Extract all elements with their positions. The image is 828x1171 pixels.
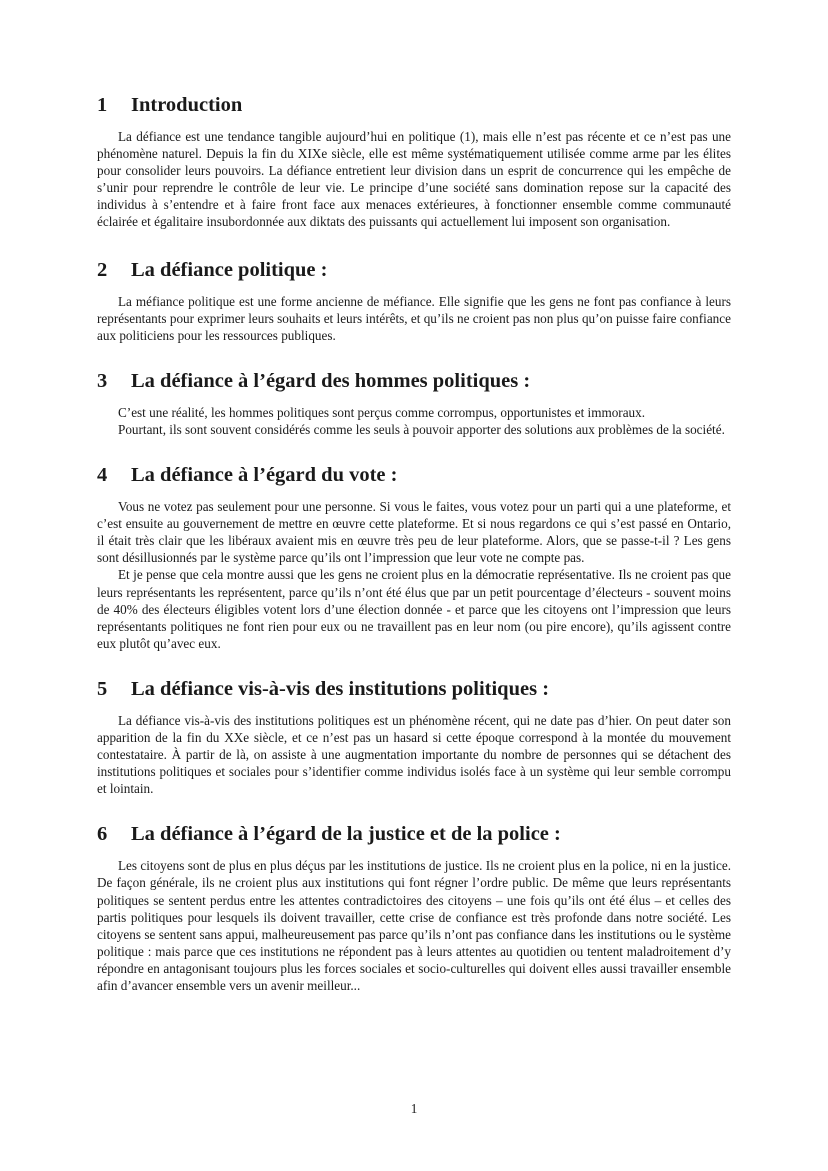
paragraph: C’est une réalité, les hommes politiques sont perçus comme corrompus, opportunistes et immoraux. xyxy=(118,404,646,420)
section-number: 3 xyxy=(97,369,108,392)
section-politicians-distrust xyxy=(97,368,731,438)
paragraph: Les citoyens sont de plus en plus déçus par les institutions de justice. Ils ne croient plus en la police, ni en la justice. De façon générale, ils ne croient plus aux institutions qui font régner l’ordre public. De même que leurs représentants politiques se sentent perdus entre les attentes contradictoires des citoyens – une fois qu’ils ont été élus – et celles des partis politiques pour lesquels ils doivent travailler, cette crise de confiance est très profonde dans notre société. Les citoyens se sentent sans appui, malheureusement pas parce qu’ils n’ont pas confiance dans les institutions ou le système politique : mais parce que ces institutions ne répondent pas à leurs attentes au quotidien ou tentent maladroitement d’y répondre en antagonisant toujours plus les forces sociales et socio-culturelles qui doivent elles aussi travailler ensemble afin d’avancer ensemble vers un avenir meilleur... xyxy=(97,858,731,993)
paragraph: Pourtant, ils sont souvent considérés comme les seuls à pouvoir apporter des solutions aux problèmes de la société. xyxy=(118,421,725,437)
section-number: 1 xyxy=(97,94,108,116)
section-introduction xyxy=(97,92,731,231)
section-number: 2 xyxy=(97,258,108,281)
section-title: La défiance politique : xyxy=(131,258,328,281)
section-title: La défiance à l’égard des hommes politiques : xyxy=(131,369,531,392)
section-heading xyxy=(97,821,731,847)
paragraph: Et je pense que cela montre aussi que les gens ne croient plus en la démocratie représentative. Ils ne croient pas que leurs représentants les représentent, parce qu’ils n’ont été élus que par un petit pourcentage d’électeurs - souvent moins de 40% des électeurs éligibles votent lors d’une élection donnée - et parce que les citoyens ont l’impression que leurs représentants politiques ne font rien pour eux ou ne travaillent pas en leur nom (ou pire encore), qu’ils agissent contre eux plutôt qu’avec eux. xyxy=(97,567,731,651)
section-political-distrust xyxy=(97,257,731,344)
section-heading xyxy=(97,368,731,394)
section-heading xyxy=(97,92,731,118)
paragraph: La défiance est une tendance tangible aujourd’hui en politique (1), mais elle n’est pas récente et ce n’est pas une phénomène naturel. Depuis la fin du XIXe siècle, elle est même systématiquement utilisée comme arme par les élites pour consolider leurs pouvoirs. La défiance entretient leur division dans un esprit de concurrence qui les empêche de s’unir pour reprendre le contrôle de leur vie. Le principe d’une société sans domination repose sur la capacité des individus à s’entendre et à faire front face aux menaces extérieures, à fonctionner ensemble comme communauté éclairée et égalitaire insubordonnée aux diktats des puissants qui actuellement lui imposent son organisation. xyxy=(97,129,731,230)
paragraph: La méfiance politique est une forme ancienne de méfiance. Elle signifie que les gens ne font pas confiance à leurs représentants pour exprimer leurs souhaits et leurs intérêts, et qu’ils ne croient pas non plus qu’on puisse faire confiance aux politiciens pour les ressources publiques. xyxy=(97,293,731,343)
page-number: 1 xyxy=(410,1101,418,1116)
section-heading xyxy=(97,462,731,488)
section-institutions-distrust xyxy=(97,676,731,797)
section-number: 5 xyxy=(97,677,108,700)
section-number: 6 xyxy=(97,823,108,846)
section-number: 4 xyxy=(97,464,108,487)
section-title: La défiance à l’égard du vote : xyxy=(131,464,398,487)
section-title: La défiance à l’égard de la justice et de la police : xyxy=(131,823,561,846)
paragraph: Vous ne votez pas seulement pour une personne. Si vous le faites, vous votez pour un parti qui a une plateforme, et c’est ensuite au gouvernement de mettre en œuvre cette plateforme. Et si nous regardons ce qui s’est passé en Ontario, il était très clair que les libéraux avaient mis en œuvre très peu de leur plateforme. Alors, que se passe-t-il ? Les gens sont désillusionnés par le système parce qu’ils ont l’impression que leur vote ne compte pas. xyxy=(97,499,731,566)
section-title: La défiance vis-à-vis des institutions politiques : xyxy=(131,677,550,700)
section-heading xyxy=(97,257,731,283)
section-justice-police-distrust xyxy=(97,821,731,994)
section-title: Introduction xyxy=(131,94,243,116)
paragraph: La défiance vis-à-vis des institutions politiques est un phénomène récent, qui ne date pas d’hier. On peut dater son apparition de la fin du XXe siècle, et ce n’est pas un hasard si cette époque correspond à la montée du mouvement contestataire. À partir de là, on assiste à une augmentation importante du nombre de personnes qui se détachent des institutions politiques et sociales pour s’identifier comme individus isolés face à un système qui leur semble corrompu et lointain. xyxy=(97,712,731,797)
section-heading xyxy=(97,676,731,702)
document-page xyxy=(97,92,731,994)
section-vote-distrust xyxy=(97,462,731,652)
